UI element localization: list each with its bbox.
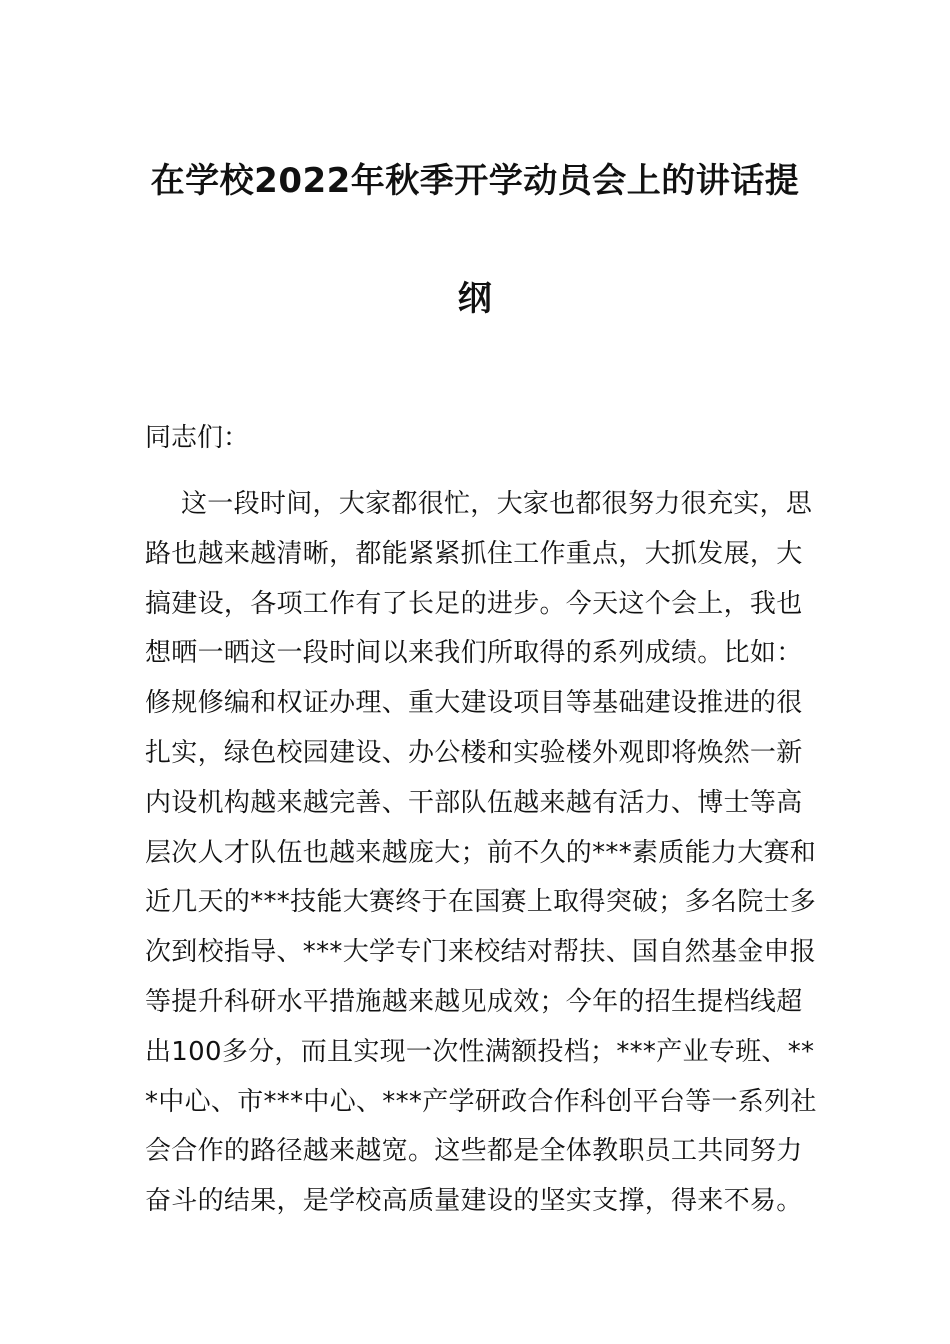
paragraph-line: 等提升科研水平措施越来越见成效；今年的招生提档线超	[145, 986, 803, 1017]
paragraph-line: 路也越来越清晰，都能紧紧抓住工作重点，大抓发展，大	[145, 538, 803, 569]
paragraph-line: 会合作的路径越来越宽。这些都是全体教职员工共同努力	[145, 1136, 803, 1167]
paragraph-line: 奋斗的结果，是学校高质量建设的坚实支撑，得来不易。	[145, 1186, 803, 1217]
salutation: 同志们：	[145, 423, 250, 453]
paragraph-line: 内设机构越来越完善、干部队伍越来越有活力、博士等高	[145, 787, 803, 818]
paragraph-line: 层次人才队伍也越来越庞大；前不久的***素质能力大赛和	[145, 837, 817, 868]
paragraph-line: 出100多分，而且实现一次性满额投档；***产业专班、**	[145, 1036, 815, 1067]
paragraph-line: 修规修编和权证办理、重大建设项目等基础建设推进的很	[145, 688, 803, 719]
paragraph-line: 这一段时间，大家都很忙，大家也都很努力很充实，思	[181, 489, 813, 519]
document-title-line-1: 在学校2022年秋季开学动员会上的讲话提	[150, 161, 800, 201]
paragraph-line: 搞建设，各项工作有了长足的进步。今天这个会上，我也	[145, 588, 803, 619]
body-paragraph	[145, 480, 817, 1227]
paragraph-line: 扎实，绿色校园建设、办公楼和实验楼外观即将焕然一新	[145, 737, 803, 768]
paragraph-line: 次到校指导、***大学专门来校结对帮扶、国自然基金申报	[145, 937, 817, 968]
document-title-line-2: 纲	[457, 279, 493, 319]
paragraph-line: 想晒一晒这一段时间以来我们所取得的系列成绩。比如：	[145, 638, 803, 669]
paragraph-line: 近几天的***技能大赛终于在国赛上取得突破；多名院士多	[145, 887, 817, 918]
paragraph-line: *中心、市***中心、***产学研政合作科创平台等一系列社	[145, 1086, 817, 1117]
